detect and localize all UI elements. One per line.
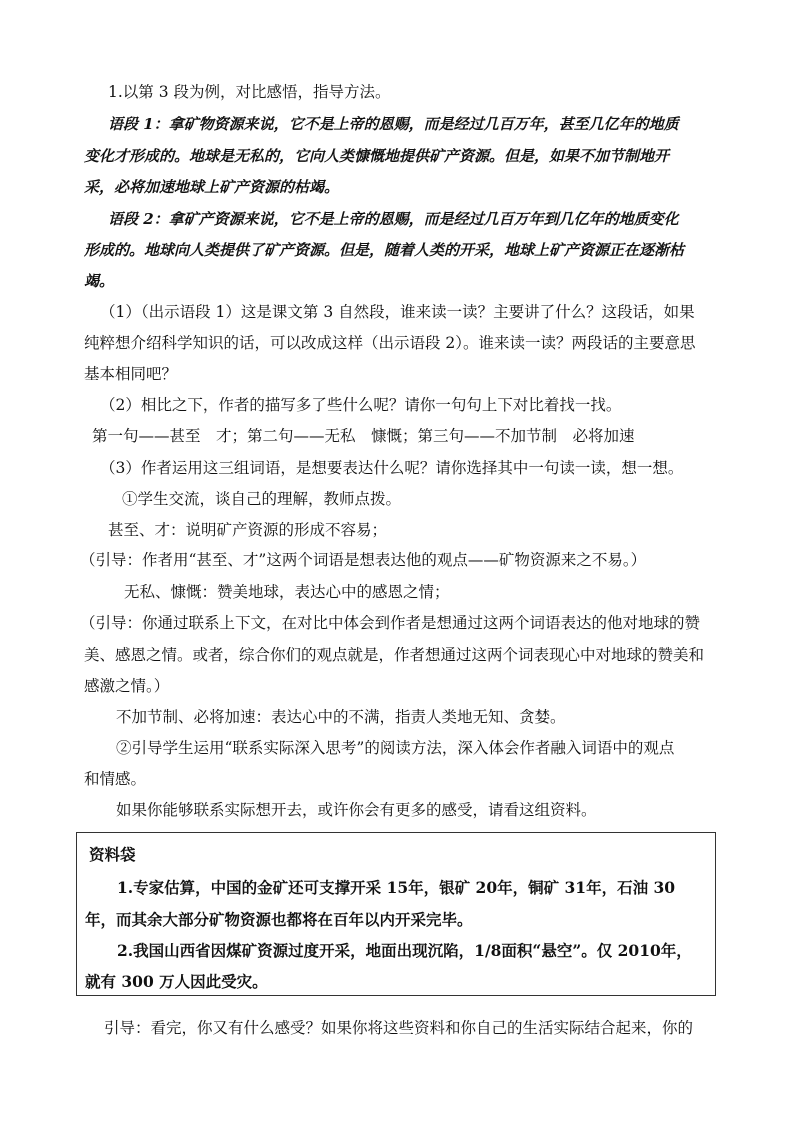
- paragraph-4: （3）作者运用这三组词语，是想要表达什么呢？请你选择其中一句读一读，想一想。: [100, 459, 684, 477]
- quote-2-line-3: 竭。: [84, 272, 115, 290]
- resource-item-1-line-1: 1.专家估算，中国的金矿还可支撑开采 15年，银矿 20年，铜矿 31年，石油 30: [117, 878, 676, 897]
- paragraph-7: （引导：作者用“甚至、才”这两个词语是想表达他的观点——矿物资源来之不易。）: [80, 551, 647, 569]
- paragraph-11-line-1: ②引导学生运用“联系实际深入思考”的阅读方法，深入体会作者融入词语中的观点: [116, 739, 675, 757]
- section-heading: 1.以第 3 段为例，对比感悟，指导方法。: [108, 83, 391, 101]
- paragraph-8: 无私、慷慨：赞美地球，表达心中的感恩之情；: [124, 583, 450, 601]
- paragraph-1-line-1: （1）（出示语段 1）这是课文第 3 自然段，谁来读一读？主要讲了什么？这段话，如果: [100, 303, 695, 321]
- guidance-line: 引导：看完，你又有什么感受？如果你将这些资料和你自己的生活实际结合起来，你的: [104, 1019, 694, 1037]
- quote-2-line-1: 语段 2：拿矿产资源来说，它不是上帝的恩赐，而是经过几百万年到几亿年的地质变化: [108, 210, 679, 228]
- resource-box: [76, 832, 716, 996]
- paragraph-6: 甚至、才：说明矿产资源的形成不容易；: [108, 521, 388, 539]
- paragraph-11-line-2: 和情感。: [84, 770, 147, 788]
- quote-2-line-2: 形成的。地球向人类提供了矿产资源。但是，随着人类的开采，地球上矿产资源正在逐渐枯: [84, 241, 685, 259]
- paragraph-9-line-3: 感激之情。）: [84, 677, 170, 695]
- resource-box-title: 资料袋: [89, 845, 136, 864]
- paragraph-9-line-2: 美、感恩之情。或者，综合你们的观点就是，作者想通过这两个词表现心中对地球的赞美和: [84, 646, 705, 664]
- quote-1-line-1: 语段 1：拿矿物资源来说，它不是上帝的恩赐，而是经过几百万年，甚至几亿年的地质: [108, 115, 679, 133]
- resource-item-2-line-1: 2.我国山西省因煤矿资源过度开采，地面出现沉陷，1/8面积“悬空”。仅 2010年，: [117, 941, 692, 960]
- paragraph-2: （2）相比之下，作者的描写多了些什么呢？请你一句句上下对比着找一找。: [100, 396, 622, 414]
- paragraph-1-line-2: 纯粹想介绍科学知识的话，可以改成这样（出示语段 2）。谁来读一读？两段话的主要意思: [84, 334, 696, 352]
- paragraph-5: ①学生交流，谈自己的理解，教师点拨。: [122, 490, 402, 508]
- resource-item-1-line-2: 年，而其余大部分矿物资源也都将在百年以内开采完毕。: [85, 910, 473, 929]
- paragraph-9-line-1: （引导：你通过联系上下文，在对比中体会到作者是想通过这两个词语表达的他对地球的赞: [80, 614, 701, 632]
- quote-1-line-2: 变化才形成的。地球是无私的，它向人类慷慨地提供矿产资源。但是，如果不加节制地开: [84, 147, 670, 165]
- paragraph-3: 第一句——甚至 才；第二句——无私 慷慨；第三句——不加节制 必将加速: [92, 427, 635, 445]
- resource-item-2-line-2: 就有 300 万人因此受灾。: [85, 972, 268, 991]
- paragraph-1-line-3: 基本相同吧？: [84, 365, 178, 383]
- quote-1-line-3: 采，必将加速地球上矿产资源的枯竭。: [84, 178, 340, 196]
- paragraph-12: 如果你能够联系实际想开去，或许你会有更多的感受，请看这组资料。: [116, 801, 597, 819]
- paragraph-10: 不加节制、必将加速：表达心中的不满，指责人类地无知、贪婪。: [116, 708, 566, 726]
